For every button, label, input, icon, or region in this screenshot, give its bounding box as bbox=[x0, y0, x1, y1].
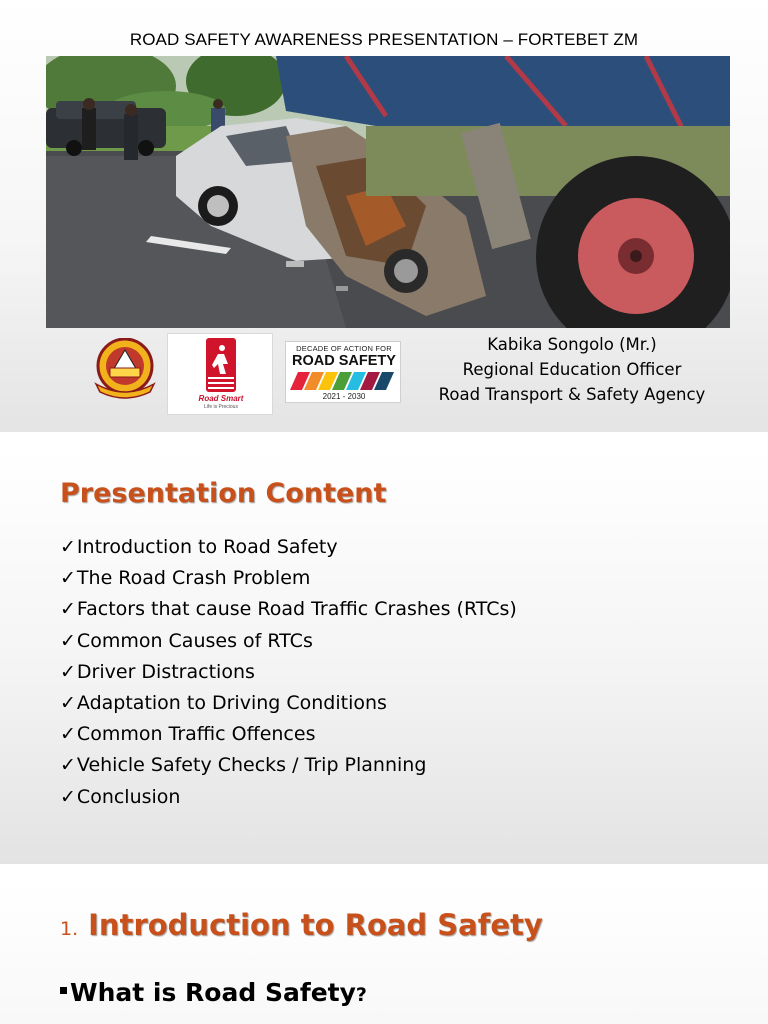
road-smart-label: Road Smart bbox=[198, 394, 244, 403]
list-item: ✓Adaptation to Driving Conditions bbox=[60, 691, 387, 714]
section-heading bbox=[60, 908, 543, 942]
contents-heading: Presentation Content bbox=[60, 478, 387, 509]
list-item: ✓Common Traffic Offences bbox=[60, 723, 316, 746]
presenter-organization: Road Transport & Safety Agency bbox=[438, 385, 706, 404]
list-item: ✓The Road Crash Problem bbox=[60, 567, 311, 590]
bullet-icon bbox=[60, 987, 67, 994]
list-item: ✓Vehicle Safety Checks / Trip Planning bbox=[60, 754, 427, 777]
decade-stripes-icon bbox=[290, 372, 398, 390]
presenter-name: Kabika Songolo (Mr.) bbox=[487, 335, 657, 354]
check-icon: ✓ bbox=[60, 723, 76, 746]
check-icon: ✓ bbox=[60, 567, 76, 590]
check-icon: ✓ bbox=[60, 785, 76, 808]
question-text: What is Road Safety bbox=[70, 978, 356, 1007]
presenter-role: Regional Education Officer bbox=[462, 360, 682, 379]
decade-of-action-logo bbox=[285, 341, 401, 403]
list-item: ✓Factors that cause Road Traffic Crashes (RTCs) bbox=[60, 598, 517, 621]
check-icon: ✓ bbox=[60, 754, 76, 777]
road-smart-logo bbox=[167, 333, 273, 415]
list-item: ✓Conclusion bbox=[60, 785, 181, 808]
slide-divider bbox=[0, 432, 768, 448]
decade-line2: ROAD SAFETY bbox=[292, 353, 396, 369]
question-mark: ? bbox=[355, 984, 367, 1006]
presentation-title: ROAD SAFETY AWARENESS PRESENTATION – FORTEBET ZM bbox=[129, 30, 639, 49]
rtsa-logo bbox=[92, 338, 158, 400]
section-title: Introduction to Road Safety bbox=[88, 908, 543, 942]
check-icon: ✓ bbox=[60, 536, 76, 558]
decade-line1: DECADE OF ACTION FOR bbox=[296, 344, 392, 353]
rtsa-emblem-icon bbox=[92, 338, 158, 400]
list-item: ✓Driver Distractions bbox=[60, 660, 255, 683]
road-smart-icon bbox=[168, 334, 274, 394]
road-smart-sublabel: Life is Precious bbox=[204, 404, 238, 410]
question-line bbox=[60, 978, 367, 1007]
check-icon: ✓ bbox=[60, 598, 76, 621]
decade-years: 2021 - 2030 bbox=[322, 392, 366, 401]
section-number: 1. bbox=[60, 918, 79, 940]
check-icon: ✓ bbox=[60, 660, 76, 683]
list-item: ✓Introduction to Road Safety bbox=[60, 536, 338, 558]
crash-photo bbox=[46, 56, 730, 328]
check-icon: ✓ bbox=[60, 629, 76, 652]
list-item: ✓Common Causes of RTCs bbox=[60, 629, 313, 652]
presenter-info bbox=[418, 332, 726, 407]
check-icon: ✓ bbox=[60, 691, 76, 714]
contents-list bbox=[60, 533, 517, 814]
slide-divider bbox=[0, 864, 768, 880]
